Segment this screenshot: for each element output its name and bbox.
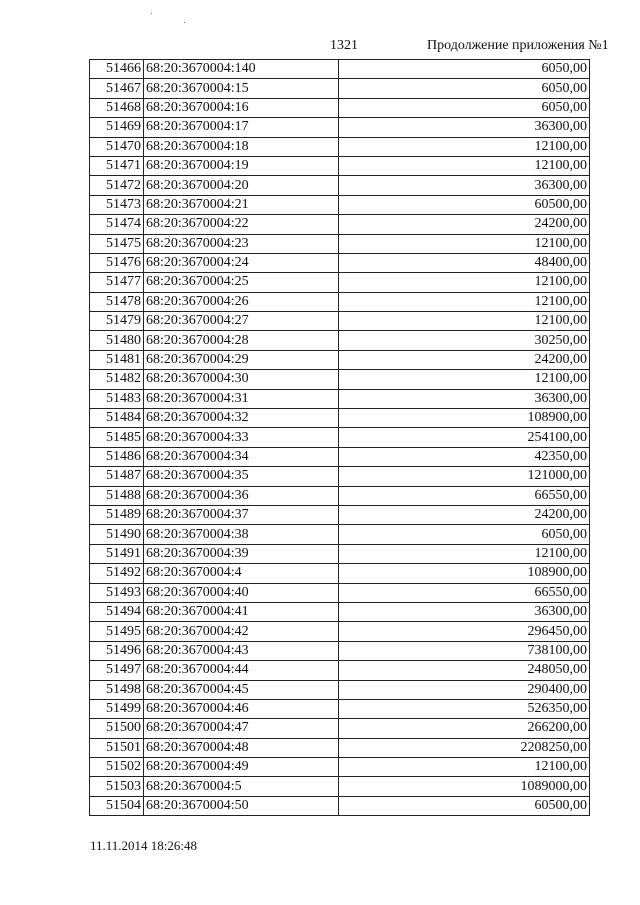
table-row [90, 583, 590, 602]
cadastral-number-cell: 68:20:3670004:26 [144, 292, 339, 311]
row-number-cell: 51496 [90, 641, 144, 660]
table-row [90, 622, 590, 641]
cadastral-value-cell: 12100,00 [339, 370, 590, 389]
cadastral-number-cell: 68:20:3670004:20 [144, 176, 339, 195]
cadastral-number-cell: 68:20:3670004:34 [144, 447, 339, 466]
table-row [90, 447, 590, 466]
table-body [90, 60, 590, 816]
table-row [90, 195, 590, 214]
cadastral-value-cell: 254100,00 [339, 428, 590, 447]
cadastral-value-cell: 108900,00 [339, 564, 590, 583]
row-number-cell: 51470 [90, 137, 144, 156]
row-number-cell: 51487 [90, 467, 144, 486]
cadastral-number-cell: 68:20:3670004:40 [144, 583, 339, 602]
cadastral-number-cell: 68:20:3670004:16 [144, 98, 339, 117]
cadastral-value-cell: 6050,00 [339, 525, 590, 544]
row-number-cell: 51498 [90, 680, 144, 699]
cadastral-value-cell: 60500,00 [339, 195, 590, 214]
cadastral-value-cell: 6050,00 [339, 79, 590, 98]
cadastral-number-cell: 68:20:3670004:19 [144, 156, 339, 175]
table-row [90, 758, 590, 777]
cadastral-value-cell: 248050,00 [339, 661, 590, 680]
row-number-cell: 51486 [90, 447, 144, 466]
table-row [90, 409, 590, 428]
table-row [90, 641, 590, 660]
cadastral-number-cell: 68:20:3670004:45 [144, 680, 339, 699]
cadastral-value-cell: 1089000,00 [339, 777, 590, 796]
row-number-cell: 51478 [90, 292, 144, 311]
cadastral-value-cell: 36300,00 [339, 118, 590, 137]
row-number-cell: 51504 [90, 796, 144, 815]
row-number-cell: 51479 [90, 312, 144, 331]
cadastral-number-cell: 68:20:3670004:37 [144, 505, 339, 524]
cadastral-number-cell: 68:20:3670004:38 [144, 525, 339, 544]
table-row [90, 389, 590, 408]
cadastral-value-cell: 66550,00 [339, 583, 590, 602]
table-row [90, 79, 590, 98]
row-number-cell: 51488 [90, 486, 144, 505]
cadastral-number-cell: 68:20:3670004:29 [144, 350, 339, 369]
cadastral-value-cell: 12100,00 [339, 156, 590, 175]
row-number-cell: 51476 [90, 253, 144, 272]
cadastral-number-cell: 68:20:3670004:22 [144, 215, 339, 234]
cadastral-value-cell: 66550,00 [339, 486, 590, 505]
cadastral-number-cell: 68:20:3670004:42 [144, 622, 339, 641]
scan-speck [151, 13, 152, 14]
row-number-cell: 51475 [90, 234, 144, 253]
table-row [90, 118, 590, 137]
print-timestamp: 11.11.2014 18:26:48 [90, 838, 198, 853]
row-number-cell: 51482 [90, 370, 144, 389]
cadastral-value-cell: 42350,00 [339, 447, 590, 466]
table-row [90, 137, 590, 156]
table-row [90, 60, 590, 79]
table-row [90, 777, 590, 796]
cadastral-value-cell: 24200,00 [339, 215, 590, 234]
cadastral-value-cell: 526350,00 [339, 699, 590, 718]
row-number-cell: 51489 [90, 505, 144, 524]
row-number-cell: 51503 [90, 777, 144, 796]
row-number-cell: 51483 [90, 389, 144, 408]
table-row [90, 661, 590, 680]
table-row [90, 602, 590, 621]
cadastral-number-cell: 68:20:3670004:46 [144, 699, 339, 718]
row-number-cell: 51493 [90, 583, 144, 602]
row-number-cell: 51499 [90, 699, 144, 718]
cadastral-value-cell: 738100,00 [339, 641, 590, 660]
row-number-cell: 51501 [90, 738, 144, 757]
cadastral-value-cell: 30250,00 [339, 331, 590, 350]
row-number-cell: 51473 [90, 195, 144, 214]
cadastral-value-cell: 12100,00 [339, 234, 590, 253]
cadastral-number-cell: 68:20:3670004:43 [144, 641, 339, 660]
table-row [90, 215, 590, 234]
cadastral-value-cell: 12100,00 [339, 137, 590, 156]
cadastral-value-cell: 6050,00 [339, 98, 590, 117]
cadastral-value-cell: 48400,00 [339, 253, 590, 272]
cadastral-number-cell: 68:20:3670004:33 [144, 428, 339, 447]
cadastral-value-cell: 12100,00 [339, 312, 590, 331]
row-number-cell: 51497 [90, 661, 144, 680]
table-row [90, 505, 590, 524]
table-row [90, 719, 590, 738]
cadastral-number-cell: 68:20:3670004:15 [144, 79, 339, 98]
row-number-cell: 51468 [90, 98, 144, 117]
row-number-cell: 51477 [90, 273, 144, 292]
table-row [90, 331, 590, 350]
table-row [90, 370, 590, 389]
cadastral-number-cell: 68:20:3670004:49 [144, 758, 339, 777]
row-number-cell: 51492 [90, 564, 144, 583]
cadastral-number-cell: 68:20:3670004:44 [144, 661, 339, 680]
cadastral-value-cell: 60500,00 [339, 796, 590, 815]
table-row [90, 176, 590, 195]
row-number-cell: 51467 [90, 79, 144, 98]
cadastral-number-cell: 68:20:3670004:32 [144, 409, 339, 428]
table-row [90, 428, 590, 447]
table-row [90, 738, 590, 757]
row-number-cell: 51495 [90, 622, 144, 641]
table-row [90, 292, 590, 311]
cadastral-number-cell: 68:20:3670004:25 [144, 273, 339, 292]
row-number-cell: 51466 [90, 60, 144, 79]
cadastral-number-cell: 68:20:3670004:18 [144, 137, 339, 156]
cadastral-number-cell: 68:20:3670004:140 [144, 60, 339, 79]
table-row [90, 156, 590, 175]
row-number-cell: 51485 [90, 428, 144, 447]
cadastral-number-cell: 68:20:3670004:50 [144, 796, 339, 815]
cadastral-number-cell: 68:20:3670004:28 [144, 331, 339, 350]
table-row [90, 699, 590, 718]
cadastral-number-cell: 68:20:3670004:30 [144, 370, 339, 389]
appendix-continuation-note: Продолжение приложения №1 [427, 38, 609, 53]
table-row [90, 486, 590, 505]
table-row [90, 350, 590, 369]
page-number: 1321 [330, 38, 358, 53]
cadastral-number-cell: 68:20:3670004:24 [144, 253, 339, 272]
table-row [90, 467, 590, 486]
cadastral-value-cell: 36300,00 [339, 389, 590, 408]
cadastral-number-cell: 68:20:3670004:21 [144, 195, 339, 214]
cadastral-value-cell: 24200,00 [339, 350, 590, 369]
row-number-cell: 51480 [90, 331, 144, 350]
table-row [90, 544, 590, 563]
cadastral-value-cell: 2208250,00 [339, 738, 590, 757]
table-row [90, 98, 590, 117]
cadastral-number-cell: 68:20:3670004:5 [144, 777, 339, 796]
cadastral-value-cell: 6050,00 [339, 60, 590, 79]
cadastral-number-cell: 68:20:3670004:27 [144, 312, 339, 331]
cadastral-value-cell: 12100,00 [339, 292, 590, 311]
cadastral-number-cell: 68:20:3670004:23 [144, 234, 339, 253]
row-number-cell: 51500 [90, 719, 144, 738]
cadastral-value-table [89, 59, 590, 816]
cadastral-value-cell: 12100,00 [339, 758, 590, 777]
cadastral-value-cell: 12100,00 [339, 273, 590, 292]
cadastral-number-cell: 68:20:3670004:41 [144, 602, 339, 621]
row-number-cell: 51481 [90, 350, 144, 369]
table-row [90, 564, 590, 583]
cadastral-number-cell: 68:20:3670004:31 [144, 389, 339, 408]
table-row [90, 273, 590, 292]
row-number-cell: 51502 [90, 758, 144, 777]
cadastral-value-cell: 36300,00 [339, 602, 590, 621]
cadastral-value-cell: 36300,00 [339, 176, 590, 195]
cadastral-number-cell: 68:20:3670004:48 [144, 738, 339, 757]
row-number-cell: 51469 [90, 118, 144, 137]
cadastral-value-cell: 12100,00 [339, 544, 590, 563]
cadastral-number-cell: 68:20:3670004:17 [144, 118, 339, 137]
row-number-cell: 51490 [90, 525, 144, 544]
row-number-cell: 51474 [90, 215, 144, 234]
row-number-cell: 51491 [90, 544, 144, 563]
table-row [90, 234, 590, 253]
table-row [90, 312, 590, 331]
table-row [90, 525, 590, 544]
row-number-cell: 51484 [90, 409, 144, 428]
cadastral-number-cell: 68:20:3670004:35 [144, 467, 339, 486]
table-row [90, 680, 590, 699]
cadastral-number-cell: 68:20:3670004:39 [144, 544, 339, 563]
cadastral-value-cell: 108900,00 [339, 409, 590, 428]
cadastral-value-cell: 290400,00 [339, 680, 590, 699]
cadastral-number-cell: 68:20:3670004:36 [144, 486, 339, 505]
cadastral-number-cell: 68:20:3670004:4 [144, 564, 339, 583]
row-number-cell: 51494 [90, 602, 144, 621]
cadastral-number-cell: 68:20:3670004:47 [144, 719, 339, 738]
cadastral-value-cell: 121000,00 [339, 467, 590, 486]
table-row [90, 253, 590, 272]
cadastral-value-cell: 266200,00 [339, 719, 590, 738]
cadastral-value-cell: 24200,00 [339, 505, 590, 524]
row-number-cell: 51471 [90, 156, 144, 175]
cadastral-value-cell: 296450,00 [339, 622, 590, 641]
row-number-cell: 51472 [90, 176, 144, 195]
table-row [90, 796, 590, 815]
scan-speck [184, 22, 185, 23]
